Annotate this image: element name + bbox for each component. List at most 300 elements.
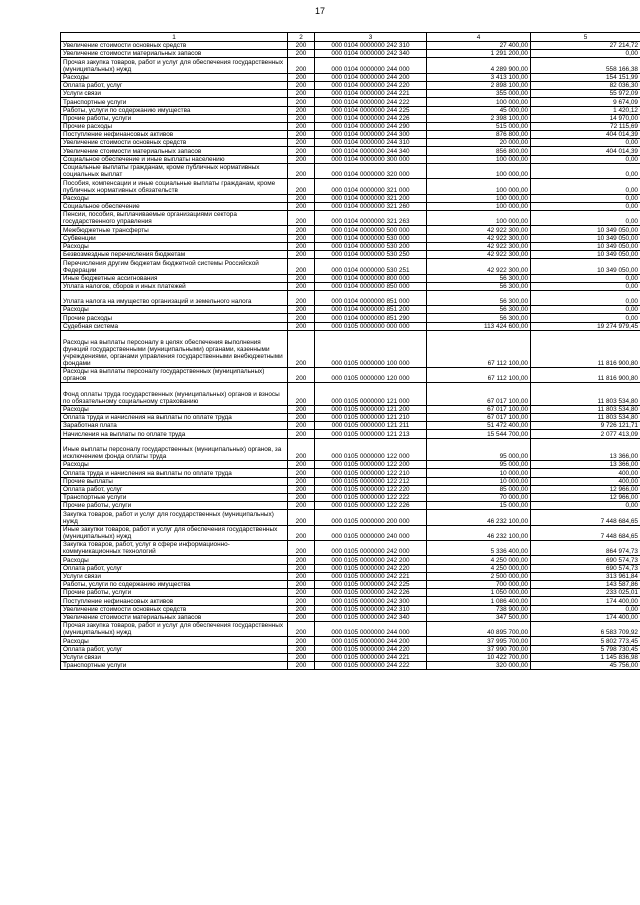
table-row [61,73,640,81]
row-executed-amount: 558 166,38 [531,58,640,73]
row-classification: 000 0105 0000000 100 000 [315,330,427,367]
table-row [61,541,640,556]
table-row [61,485,640,493]
table-row [61,98,640,106]
row-code: 200 [288,226,315,234]
row-approved-amount: 67 017 100,00 [427,383,531,406]
row-executed-amount: 13 366,00 [531,461,640,469]
table-body [61,42,640,670]
table-row [61,58,640,73]
row-classification: 000 0105 0000000 242 226 [315,589,427,597]
row-approved-amount: 67 112 100,00 [427,330,531,367]
row-executed-amount: 10 349 050,00 [531,250,640,258]
row-code: 200 [288,564,315,572]
row-code: 200 [288,637,315,645]
table-row [61,430,640,438]
row-approved-amount: 40 895 700,00 [427,621,531,636]
row-code: 200 [288,405,315,413]
row-classification: 000 0105 0000000 122 000 [315,438,427,461]
row-classification: 000 0105 0000000 122 212 [315,477,427,485]
row-code: 200 [288,621,315,636]
row-classification: 000 0104 0000000 242 340 [315,50,427,58]
row-executed-amount: 10 349 050,00 [531,234,640,242]
row-classification: 000 0105 0000000 244 000 [315,621,427,636]
row-classification: 000 0104 0000000 244 340 [315,147,427,155]
row-description: Поступление нефинансовых активов [61,597,288,605]
row-description: Увеличение стоимости материальных запасов [61,50,288,58]
row-approved-amount: 1 086 400,00 [427,597,531,605]
row-description: Работы, услуги по содержанию имущества [61,106,288,114]
row-executed-amount: 0,00 [531,282,640,290]
row-classification: 000 0104 0000000 244 221 [315,90,427,98]
table-row [61,282,640,290]
row-classification: 000 0105 0000000 242 220 [315,564,427,572]
row-description: Услуги связи [61,572,288,580]
table-row [61,234,640,242]
row-classification: 000 0105 0000000 244 220 [315,645,427,653]
row-executed-amount: 404 014,39 [531,147,640,155]
row-code: 200 [288,541,315,556]
column-header-3: 3 [315,33,427,42]
row-code: 200 [288,290,315,305]
row-executed-amount: 0,00 [531,50,640,58]
row-code: 200 [288,653,315,661]
row-description: Оплата работ, услуг [61,645,288,653]
row-code: 200 [288,73,315,81]
row-executed-amount: 12 966,00 [531,485,640,493]
table-row [61,81,640,89]
row-description: Заработная плата [61,422,288,430]
row-description: Увеличение стоимости основных средств [61,139,288,147]
row-classification: 000 0104 0000000 851 000 [315,290,427,305]
row-executed-amount: 0,00 [531,605,640,613]
table-row [61,322,640,330]
row-approved-amount: 738 900,00 [427,605,531,613]
row-description: Расходы на выплаты персоналу в целях обеспечения выполнения функций государственными (муниципальными) органами, казенными учреждениями, органами управления государственными внебюджетными фондами [61,330,288,367]
table-row [61,621,640,636]
row-executed-amount: 72 115,69 [531,122,640,130]
row-classification: 000 0104 0000000 530 250 [315,250,427,258]
row-description: Фонд оплаты труда государственных (муниципальных) органов и взносы по обязательному социальному страхованию [61,383,288,406]
row-description: Пособия, компенсации и иные социальные выплаты гражданам, кроме публичных нормативных обязательств [61,179,288,194]
row-classification: 000 0105 0000000 121 210 [315,414,427,422]
row-code: 200 [288,661,315,669]
table-row [61,42,640,50]
row-code: 200 [288,242,315,250]
row-executed-amount: 0,00 [531,179,640,194]
row-code: 200 [288,274,315,282]
row-executed-amount: 0,00 [531,290,640,305]
row-classification: 000 0105 0000000 122 220 [315,485,427,493]
row-approved-amount: 70 000,00 [427,493,531,501]
table-row [61,383,640,406]
table-row [61,106,640,114]
row-executed-amount: 10 349 050,00 [531,242,640,250]
row-classification: 000 0104 0000000 530 251 [315,259,427,274]
row-code: 200 [288,139,315,147]
row-executed-amount: 0,00 [531,274,640,282]
row-executed-amount: 7 448 684,65 [531,510,640,525]
row-description: Расходы [61,405,288,413]
table-row [61,597,640,605]
row-executed-amount: 0,00 [531,139,640,147]
row-approved-amount: 856 800,00 [427,147,531,155]
row-classification: 000 0104 0000000 800 000 [315,274,427,282]
row-code: 200 [288,122,315,130]
row-classification: 000 0104 0000000 300 000 [315,155,427,163]
row-executed-amount: 10 349 050,00 [531,226,640,234]
row-code: 200 [288,597,315,605]
row-code: 200 [288,422,315,430]
row-classification: 000 0105 0000000 121 000 [315,383,427,406]
table-row [61,525,640,540]
row-approved-amount: 42 922 300,00 [427,234,531,242]
row-description: Прочие выплаты [61,477,288,485]
row-approved-amount: 10 000,00 [427,469,531,477]
row-description: Прочие работы, услуги [61,114,288,122]
table-row [61,250,640,258]
row-description: Расходы на выплаты персоналу государственных (муниципальных) органов [61,367,288,382]
row-classification: 000 0105 0000000 242 310 [315,605,427,613]
row-classification: 000 0104 0000000 500 000 [315,226,427,234]
row-classification: 000 0104 0000000 244 310 [315,139,427,147]
row-executed-amount: 400,00 [531,477,640,485]
row-code: 200 [288,114,315,122]
row-description: Оплата труда и начисления на выплаты по оплате труда [61,414,288,422]
row-executed-amount: 11 803 534,80 [531,414,640,422]
row-approved-amount: 4 250 000,00 [427,564,531,572]
table-row [61,637,640,645]
row-executed-amount: 2 077 413,09 [531,430,640,438]
row-classification: 000 0104 0000000 242 310 [315,42,427,50]
row-description: Социальные выплаты гражданам, кроме публичных нормативных социальных выплат [61,163,288,178]
row-classification: 000 0104 0000000 320 000 [315,163,427,178]
row-approved-amount: 67 112 100,00 [427,367,531,382]
row-executed-amount: 13 366,00 [531,438,640,461]
row-executed-amount: 690 574,73 [531,556,640,564]
row-code: 200 [288,42,315,50]
row-approved-amount: 100 000,00 [427,194,531,202]
row-executed-amount: 45 756,00 [531,661,640,669]
table-row [61,131,640,139]
row-code: 200 [288,493,315,501]
table-row [61,422,640,430]
row-executed-amount: 174 400,00 [531,613,640,621]
row-description: Оплата работ, услуг [61,485,288,493]
table-row [61,226,640,234]
row-classification: 000 0105 0000000 242 221 [315,572,427,580]
row-executed-amount: 11 816 900,80 [531,330,640,367]
row-approved-amount: 20 000,00 [427,139,531,147]
row-approved-amount: 2 398 100,00 [427,114,531,122]
row-description: Иные выплаты персоналу государственных (муниципальных) органов, за исключением фонда оплаты труда [61,438,288,461]
row-approved-amount: 37 995 700,00 [427,637,531,645]
row-description: Субвенции [61,234,288,242]
row-approved-amount: 46 232 100,00 [427,525,531,540]
row-executed-amount: 27 214,72 [531,42,640,50]
row-classification: 000 0105 0000000 122 222 [315,493,427,501]
row-description: Прочие расходы [61,122,288,130]
row-approved-amount: 10 000,00 [427,477,531,485]
row-classification: 000 0105 0000000 244 221 [315,653,427,661]
row-approved-amount: 100 000,00 [427,98,531,106]
row-classification: 000 0104 0000000 244 000 [315,58,427,73]
row-executed-amount: 864 974,73 [531,541,640,556]
row-code: 200 [288,461,315,469]
row-executed-amount: 0,00 [531,155,640,163]
row-approved-amount: 67 017 100,00 [427,405,531,413]
row-code: 200 [288,106,315,114]
row-description: Расходы [61,637,288,645]
row-approved-amount: 15 544 700,00 [427,430,531,438]
table-row [61,114,640,122]
row-classification: 000 0104 0000000 244 226 [315,114,427,122]
row-code: 200 [288,485,315,493]
row-description: Увеличение стоимости основных средств [61,605,288,613]
row-approved-amount: 85 000,00 [427,485,531,493]
row-approved-amount: 10 422 700,00 [427,653,531,661]
row-approved-amount: 42 922 300,00 [427,259,531,274]
table-row [61,90,640,98]
row-executed-amount: 690 574,73 [531,564,640,572]
row-code: 200 [288,202,315,210]
row-description: Судебная система [61,322,288,330]
row-code: 200 [288,81,315,89]
row-approved-amount: 42 922 300,00 [427,250,531,258]
row-description: Работы, услуги по содержанию имущества [61,581,288,589]
table-row [61,661,640,669]
row-approved-amount: 4 250 000,00 [427,556,531,564]
row-executed-amount: 7 448 684,65 [531,525,640,540]
row-approved-amount: 347 500,00 [427,613,531,621]
row-description: Уплата налога на имущество организаций и земельного налога [61,290,288,305]
row-classification: 000 0105 0000000 121 211 [315,422,427,430]
row-description: Иные бюджетные ассигнования [61,274,288,282]
row-classification: 000 0104 0000000 850 000 [315,282,427,290]
row-description: Начисления на выплаты по оплате труда [61,430,288,438]
column-header-4: 4 [427,33,531,42]
row-classification: 000 0105 0000000 240 000 [315,525,427,540]
row-description: Прочие расходы [61,314,288,322]
table-row [61,163,640,178]
row-classification: 000 0104 0000000 244 225 [315,106,427,114]
row-code: 200 [288,155,315,163]
row-description: Расходы [61,461,288,469]
row-classification: 000 0105 0000000 122 226 [315,502,427,510]
row-classification: 000 0105 0000000 242 225 [315,581,427,589]
row-approved-amount: 100 000,00 [427,210,531,225]
row-description: Транспортные услуги [61,493,288,501]
row-classification: 000 0104 0000000 244 290 [315,122,427,130]
row-approved-amount: 46 232 100,00 [427,510,531,525]
row-code: 200 [288,314,315,322]
row-approved-amount: 100 000,00 [427,202,531,210]
row-code: 200 [288,383,315,406]
table-row [61,405,640,413]
table-row [61,274,640,282]
table-row [61,414,640,422]
row-code: 200 [288,90,315,98]
row-classification: 000 0105 0000000 242 340 [315,613,427,621]
row-code: 200 [288,605,315,613]
row-classification: 000 0105 0000000 122 200 [315,461,427,469]
table-row [61,202,640,210]
row-executed-amount: 0,00 [531,502,640,510]
row-code: 200 [288,250,315,258]
row-approved-amount: 1 050 000,00 [427,589,531,597]
row-classification: 000 0105 0000000 120 000 [315,367,427,382]
row-approved-amount: 100 000,00 [427,163,531,178]
row-executed-amount: 11 803 534,80 [531,383,640,406]
table-row [61,314,640,322]
row-code: 200 [288,322,315,330]
row-description: Оплата труда и начисления на выплаты по оплате труда [61,469,288,477]
table-row [61,477,640,485]
row-approved-amount: 51 472 400,00 [427,422,531,430]
row-executed-amount: 9 674,09 [531,98,640,106]
row-approved-amount: 56 300,00 [427,290,531,305]
table-row [61,493,640,501]
column-header-1: 1 [61,33,288,42]
row-executed-amount: 10 349 050,00 [531,259,640,274]
row-executed-amount: 6 583 709,92 [531,621,640,636]
table-row [61,645,640,653]
table-row [61,510,640,525]
row-code: 200 [288,179,315,194]
header-row [61,33,640,42]
row-executed-amount: 5 798 730,45 [531,645,640,653]
row-description: Оплата работ, услуг [61,81,288,89]
row-code: 200 [288,469,315,477]
row-approved-amount: 56 300,00 [427,282,531,290]
row-description: Транспортные услуги [61,98,288,106]
row-classification: 000 0105 0000000 244 222 [315,661,427,669]
row-classification: 000 0104 0000000 851 200 [315,306,427,314]
row-description: Увеличение стоимости материальных запасов [61,613,288,621]
row-approved-amount: 3 413 100,00 [427,73,531,81]
column-header-5: 5 [531,33,640,42]
row-approved-amount: 67 017 100,00 [427,414,531,422]
row-executed-amount: 174 400,00 [531,597,640,605]
row-description: Услуги связи [61,653,288,661]
row-executed-amount: 233 025,01 [531,589,640,597]
row-approved-amount: 95 000,00 [427,461,531,469]
row-code: 200 [288,613,315,621]
table-row [61,469,640,477]
row-description: Прочие работы, услуги [61,502,288,510]
table-row [61,147,640,155]
row-code: 200 [288,477,315,485]
row-description: Оплата работ, услуг [61,564,288,572]
row-code: 200 [288,438,315,461]
row-code: 200 [288,147,315,155]
row-code: 200 [288,525,315,540]
row-description: Расходы [61,73,288,81]
row-code: 200 [288,282,315,290]
table-row [61,556,640,564]
row-code: 200 [288,572,315,580]
row-classification: 000 0105 0000000 242 300 [315,597,427,605]
table-row [61,139,640,147]
row-description: Иные закупки товаров, работ и услуг для обеспечения государственных (муниципальных) нужд [61,525,288,540]
row-description: Транспортные услуги [61,661,288,669]
row-approved-amount: 100 000,00 [427,155,531,163]
row-executed-amount: 0,00 [531,210,640,225]
row-code: 200 [288,163,315,178]
row-code: 200 [288,645,315,653]
row-code: 200 [288,306,315,314]
table-row [61,367,640,382]
row-classification: 000 0104 0000000 321 000 [315,179,427,194]
table-row [61,290,640,305]
row-executed-amount: 0,00 [531,314,640,322]
row-executed-amount: 11 816 900,80 [531,367,640,382]
table-row [61,179,640,194]
row-description: Безвозмездные перечисления бюджетам [61,250,288,258]
row-code: 200 [288,367,315,382]
row-executed-amount: 9 726 121,71 [531,422,640,430]
row-description: Закупка товаров, работ, услуг в сфере информационно-коммуникационных технологий [61,541,288,556]
row-executed-amount: 143 587,86 [531,581,640,589]
row-code: 200 [288,430,315,438]
row-approved-amount: 876 800,00 [427,131,531,139]
row-classification: 000 0105 0000000 122 210 [315,469,427,477]
row-description: Поступление нефинансовых активов [61,131,288,139]
row-description: Расходы [61,556,288,564]
row-approved-amount: 5 336 400,00 [427,541,531,556]
row-executed-amount: 55 972,09 [531,90,640,98]
row-classification: 000 0105 0000000 242 000 [315,541,427,556]
row-approved-amount: 42 922 300,00 [427,226,531,234]
row-executed-amount: 1 420,12 [531,106,640,114]
row-description: Перечисления другим бюджетам бюджетной системы Российской Федерации [61,259,288,274]
table-row [61,242,640,250]
row-description: Расходы [61,194,288,202]
row-description: Прочая закупка товаров, работ и услуг для обеспечения государственных (муниципальных) нужд [61,58,288,73]
row-approved-amount: 45 000,00 [427,106,531,114]
table-row [61,438,640,461]
row-executed-amount: 0,00 [531,202,640,210]
row-code: 200 [288,414,315,422]
row-executed-amount: 12 966,00 [531,493,640,501]
row-code: 200 [288,510,315,525]
row-approved-amount: 42 922 300,00 [427,242,531,250]
row-classification: 000 0104 0000000 321 260 [315,202,427,210]
row-classification: 000 0104 0000000 321 263 [315,210,427,225]
row-code: 200 [288,234,315,242]
row-executed-amount: 313 961,84 [531,572,640,580]
table-row [61,589,640,597]
row-code: 200 [288,502,315,510]
row-executed-amount: 0,00 [531,194,640,202]
table-row [61,564,640,572]
row-classification: 000 0105 0000000 242 200 [315,556,427,564]
row-executed-amount: 0,00 [531,163,640,178]
row-classification: 000 0105 0000000 121 213 [315,430,427,438]
row-classification: 000 0104 0000000 244 222 [315,98,427,106]
table-row [61,194,640,202]
table-row [61,155,640,163]
row-classification: 000 0104 0000000 244 200 [315,73,427,81]
row-description: Расходы [61,306,288,314]
row-code: 200 [288,330,315,367]
row-approved-amount: 113 424 600,00 [427,322,531,330]
row-approved-amount: 2 898 100,00 [427,81,531,89]
row-code: 200 [288,581,315,589]
row-executed-amount: 82 036,30 [531,81,640,89]
table-row [61,581,640,589]
row-classification: 000 0104 0000000 851 290 [315,314,427,322]
